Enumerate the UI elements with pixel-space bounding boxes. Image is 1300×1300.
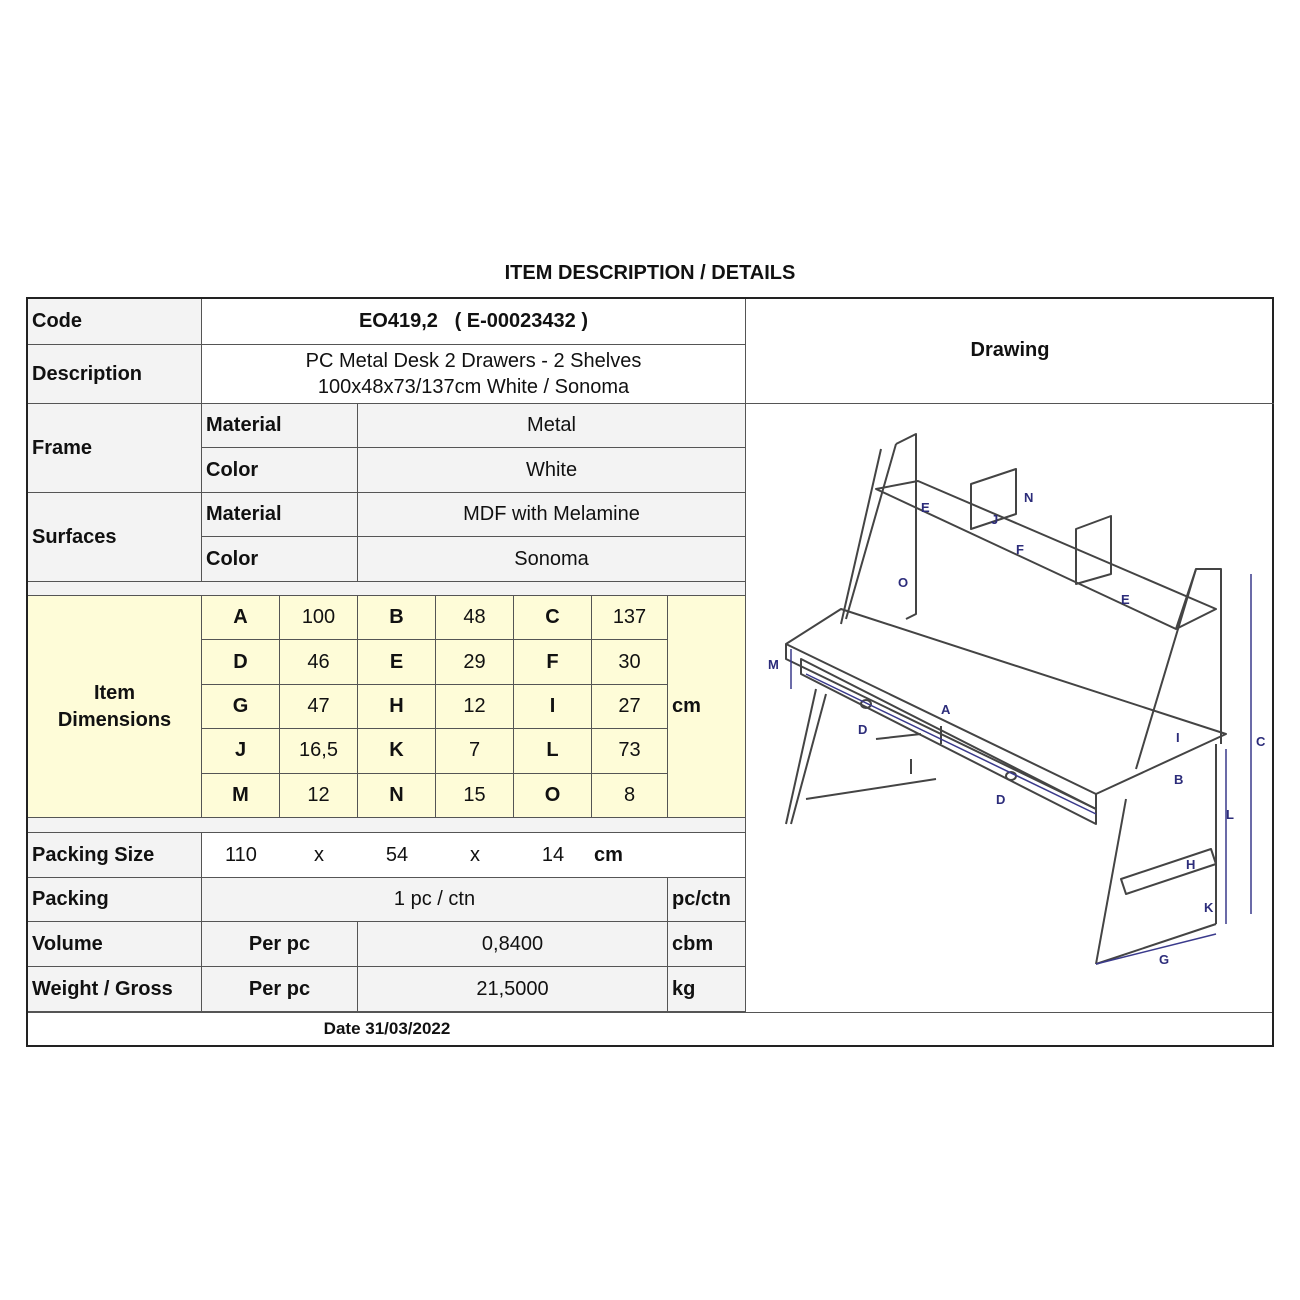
volume-unit: cbm [668, 922, 746, 967]
lower-rail-right [1096, 924, 1216, 964]
dimension-letter: A [202, 596, 280, 640]
dimension-value: 12 [280, 774, 358, 818]
weight-per: Per pc [202, 967, 358, 1012]
frame-color-value: White [358, 448, 746, 493]
dimensions-label-line-2: Dimensions [57, 708, 172, 731]
dim-letter-g: G [1159, 952, 1170, 967]
frame-right-diagonal [1136, 569, 1196, 769]
dim-letter-o: O [898, 575, 909, 590]
dim-letter-d2: D [996, 792, 1006, 807]
surfaces-color-label: Color [202, 537, 358, 582]
surfaces-color-value: Sonoma [358, 537, 746, 582]
frame-material-value: Metal [358, 404, 746, 448]
dimensions-unit: cm [668, 596, 746, 818]
drawer-front [801, 659, 1096, 824]
description-value [202, 345, 746, 404]
dimension-value: 27 [592, 685, 668, 729]
hutch-box-right [1076, 516, 1111, 584]
leg-left-front [791, 694, 826, 824]
surfaces-material-label: Material [202, 493, 358, 537]
packing-unit: pc/ctn [668, 878, 746, 922]
dimension-letter: J [202, 729, 280, 773]
surfaces-label: Surfaces [28, 493, 202, 582]
description-label: Description [28, 345, 202, 404]
dimension-value: 47 [280, 685, 358, 729]
dimension-value: 12 [436, 685, 514, 729]
dimension-value: 46 [280, 640, 358, 684]
item-sheet [26, 297, 1274, 1047]
packing-size-height: 14 [514, 833, 592, 878]
dimension-value: 100 [280, 596, 358, 640]
dim-letter-a: A [941, 702, 951, 717]
dimension-letter: L [514, 729, 592, 773]
dim-letter-e2: E [1121, 592, 1130, 607]
packing-size-width: 54 [358, 833, 436, 878]
description-line-2: 100x48x73/137cm White / Sonoma [317, 376, 630, 398]
weight-label: Weight / Gross [28, 967, 202, 1012]
dimensions-label-line-1: Item [93, 681, 136, 704]
lower-shelf [1121, 849, 1216, 894]
dimensions-label [28, 596, 202, 818]
dimension-letter: G [202, 685, 280, 729]
dimension-letter: E [358, 640, 436, 684]
dim-letter-f: F [1016, 542, 1024, 557]
dimension-letter: B [358, 596, 436, 640]
volume-per: Per pc [202, 922, 358, 967]
page-title: ITEM DESCRIPTION / DETAILS [504, 262, 796, 284]
dim-letter-c: C [1256, 734, 1266, 749]
dimension-value: 16,5 [280, 729, 358, 773]
spacer-row [28, 818, 746, 833]
packing-size-length: 110 [202, 833, 280, 878]
code-label: Code [28, 299, 202, 345]
dim-letter-e: E [921, 500, 930, 515]
frame-material-label: Material [202, 404, 358, 448]
frame-left-upright [896, 434, 916, 619]
dim-letter-l: L [1226, 807, 1234, 822]
dim-letter-m: M [768, 657, 779, 672]
weight-value: 21,5000 [358, 967, 668, 1012]
packing-size-x-2: x [436, 833, 514, 878]
dim-letter-j: J [991, 512, 999, 527]
packing-label: Packing [28, 878, 202, 922]
packing-size-label: Packing Size [28, 833, 202, 878]
description-line-1: PC Metal Desk 2 Drawers - 2 Shelves [305, 350, 642, 372]
dimension-letter: H [358, 685, 436, 729]
frame-color-label: Color [202, 448, 358, 493]
dimension-value: 29 [436, 640, 514, 684]
dimension-value: 48 [436, 596, 514, 640]
dimension-letter: F [514, 640, 592, 684]
dimension-value: 15 [436, 774, 514, 818]
volume-label: Volume [28, 922, 202, 967]
dim-letter-k: K [1204, 900, 1214, 915]
dim-letter-h: H [1186, 857, 1196, 872]
dim-letter-n: N [1024, 490, 1034, 505]
surfaces-material-value: MDF with Melamine [358, 493, 746, 537]
packing-size-x-1: x [280, 833, 358, 878]
frame-label: Frame [28, 404, 202, 493]
packing-value: 1 pc / ctn [202, 878, 668, 922]
drawing-header: Drawing [746, 299, 1274, 404]
dimension-value: 8 [592, 774, 668, 818]
dimension-letter: O [514, 774, 592, 818]
dimension-letter: I [514, 685, 592, 729]
volume-value: 0,8400 [358, 922, 668, 967]
spacer-row [28, 582, 746, 596]
dimension-letter: D [202, 640, 280, 684]
dimension-letter: N [358, 774, 436, 818]
dimension-letter: M [202, 774, 280, 818]
dimension-value: 30 [592, 640, 668, 684]
dimension-lines [791, 574, 1251, 964]
desk-drawing [746, 404, 1274, 1010]
dimension-value: 73 [592, 729, 668, 773]
frame-left-diagonal [846, 444, 896, 619]
dim-letter-i: I [1176, 730, 1180, 745]
lower-rail-left [806, 779, 936, 799]
dimension-value: 137 [592, 596, 668, 640]
dim-letter-b: B [1174, 772, 1184, 787]
dimension-letter: C [514, 596, 592, 640]
dim-letter-d: D [858, 722, 868, 737]
date-label: Date 31/03/2022 [323, 1018, 451, 1038]
code-value: EO419,2 ( E-00023432 ) [202, 299, 746, 345]
dimension-letter: K [358, 729, 436, 773]
weight-unit: kg [668, 967, 746, 1012]
dimension-value: 7 [436, 729, 514, 773]
packing-size-unit: cm [592, 833, 746, 878]
